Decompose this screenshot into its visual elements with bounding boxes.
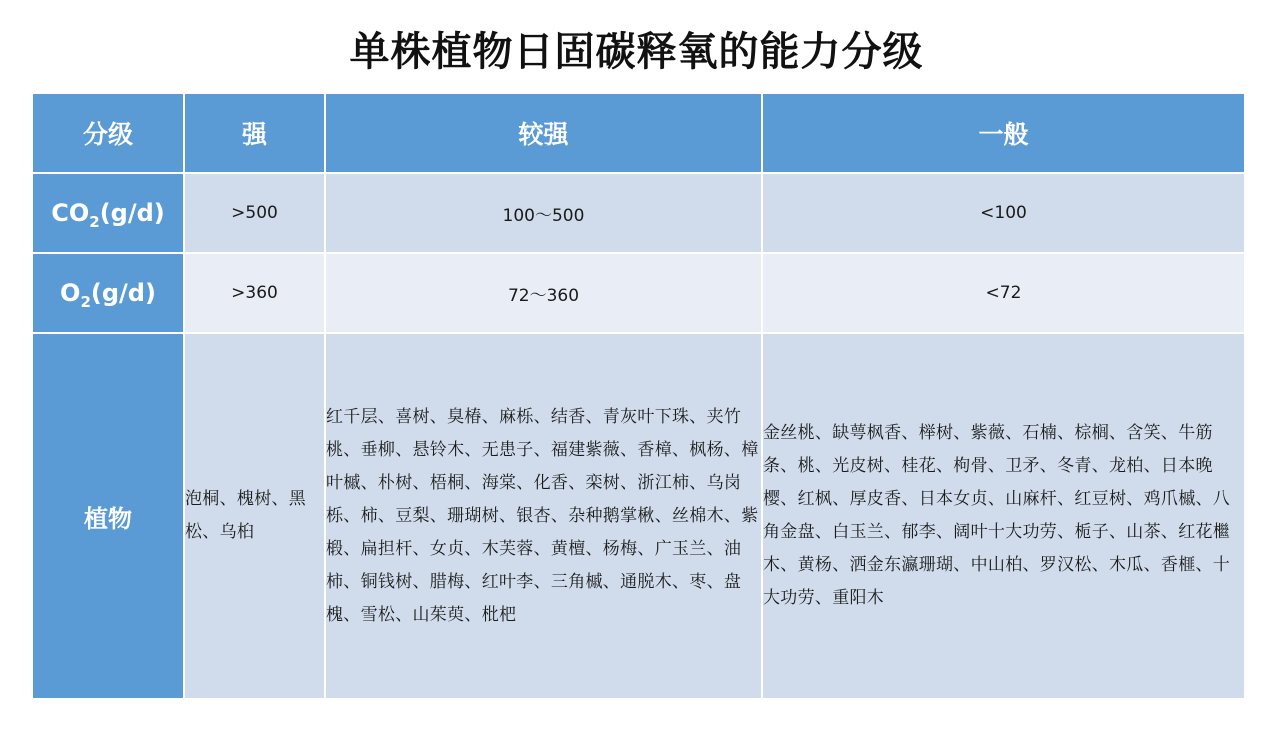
table-row: [32, 173, 1245, 253]
page-title: 单株植物日固碳释氧的能力分级: [349, 29, 924, 75]
o2-label-sub: 2: [80, 293, 91, 311]
plants-general-list: 金丝桃、缺萼枫香、榉树、紫薇、石楠、棕榈、含笑、牛筋条、桃、光皮树、桂花、枸骨、卫矛、冬青、龙柏、日本晚樱、红枫、厚皮香、日本女贞、山麻杆、红豆树、鸡爪槭、八角金盘、白玉兰、郁李、阔叶十大功劳、栀子、山茶、红花檵木、黄杨、洒金东瀛珊瑚、中山柏、罗汉松、木瓜、香榧、十大功劳、重阳木: [762, 333, 1245, 699]
o2-general-value: <72: [762, 253, 1245, 333]
o2-strong-value: >360: [184, 253, 325, 333]
co2-fairly-strong-value: 100～500: [325, 173, 762, 253]
o2-label-main: O: [60, 279, 81, 307]
row-label-co2: [32, 173, 184, 253]
o2-label-unit: (g/d): [90, 279, 156, 307]
table-row: [32, 333, 1245, 699]
header-fairly-strong: 较强: [325, 93, 762, 173]
header-general: 一般: [762, 93, 1245, 173]
co2-label-sub: 2: [89, 213, 100, 231]
table-row: [32, 253, 1245, 333]
co2-strong-value: >500: [184, 173, 325, 253]
row-label-plants: 植物: [32, 333, 184, 699]
header-grade: 分级: [32, 93, 184, 173]
co2-label-main: CO: [51, 199, 90, 227]
header-row: [32, 93, 1245, 173]
header-strong: 强: [184, 93, 325, 173]
o2-fairly-strong-value: 72～360: [325, 253, 762, 333]
plants-strong-list: 泡桐、槐树、黑松、乌桕: [184, 333, 325, 699]
co2-label-unit: (g/d): [99, 199, 165, 227]
row-label-o2: [32, 253, 184, 333]
grade-table: [31, 92, 1246, 700]
co2-general-value: <100: [762, 173, 1245, 253]
plants-fairly-strong-list: 红千层、喜树、臭椿、麻栎、结香、青灰叶下珠、夹竹桃、垂柳、悬铃木、无患子、福建紫薇、香樟、枫杨、樟叶槭、朴树、梧桐、海棠、化香、栾树、浙江柿、乌岗栎、柿、豆梨、珊瑚树、银杏、杂种鹅掌楸、丝棉木、紫椴、扁担杆、女贞、木芙蓉、黄檀、杨梅、广玉兰、油柿、铜钱树、腊梅、红叶李、三角槭、通脱木、枣、盘槐、雪松、山茱萸、枇杷: [325, 333, 762, 699]
